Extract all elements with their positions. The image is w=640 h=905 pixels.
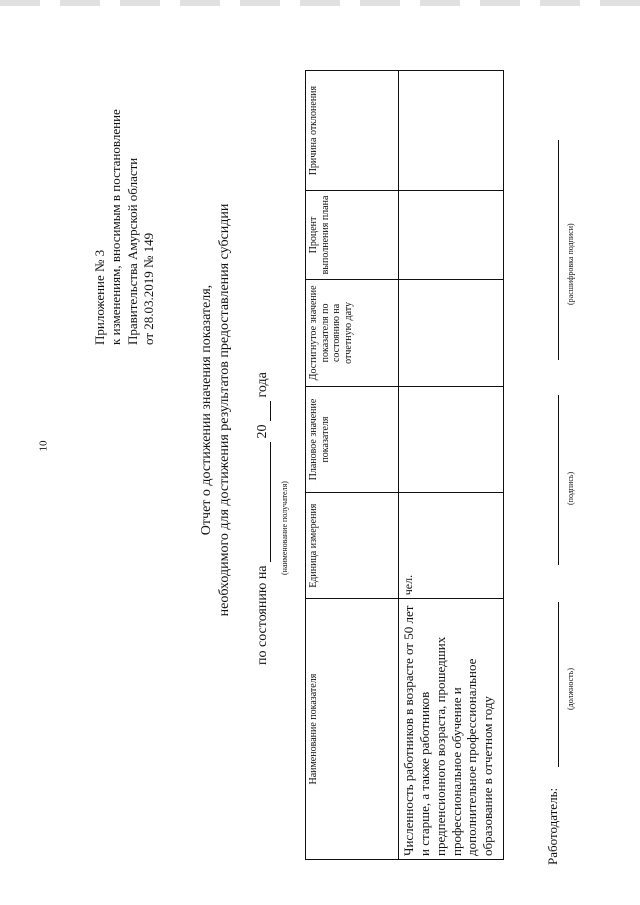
table-header-row — [306, 71, 399, 860]
cell-achieved — [399, 279, 504, 386]
position-caption: (должность) — [566, 668, 575, 710]
state-date-line — [255, 372, 271, 665]
decode-line — [558, 140, 559, 360]
cell-plan — [399, 386, 504, 492]
cell-percent — [399, 191, 504, 280]
appendix-line: от 28.03.2019 № 149 — [140, 232, 156, 345]
signature-line — [558, 395, 559, 565]
header-reason: Причина отклонения — [306, 71, 399, 191]
recipient-caption: (наименование получателя) — [280, 481, 289, 575]
cell-indicator-name: Численность работников в возрасте от 50 лет и старше, а также работников предпенсионного возраста, прошедших профессиональное обучение и дополнительное профессиональное образование в отчетном году — [399, 599, 504, 860]
signature-caption: (подпись) — [566, 471, 575, 505]
cell-unit: чел. — [399, 493, 504, 599]
state-century: 20 — [255, 424, 270, 439]
header-unit: Единица измерения — [306, 493, 399, 599]
decode-caption: (расшифровка подписи) — [566, 223, 575, 305]
year-blank — [256, 401, 271, 421]
state-suffix: года — [255, 372, 270, 398]
state-prefix: по состоянию на — [255, 565, 270, 665]
appendix-line: к изменениям, вносимым в постановление — [108, 109, 124, 345]
position-line — [558, 602, 559, 767]
table-row — [399, 71, 504, 860]
cell-reason — [399, 71, 504, 191]
title-line: необходимого для достижения результатов предоставления субсидии — [216, 203, 232, 617]
header-plan: Плановое значение показателя — [306, 386, 399, 492]
appendix-block — [92, 109, 157, 345]
page-number: 10 — [37, 440, 50, 452]
title-line: Отчет о достижении значения показателя, — [199, 284, 214, 536]
report-table — [305, 70, 504, 860]
header-name: Наименование показателя — [306, 599, 399, 860]
date-blank — [256, 442, 271, 562]
appendix-line: Правительства Амурской области — [124, 157, 140, 345]
header-percent: Процент выполнения плана — [306, 191, 399, 280]
appendix-line: Приложение № 3 — [92, 249, 107, 345]
report-title — [198, 130, 233, 690]
employer-label: Работодатель: — [545, 787, 560, 865]
header-achieved: Достигнутое значение показателя по состоянию на отчетную дату — [306, 279, 399, 386]
